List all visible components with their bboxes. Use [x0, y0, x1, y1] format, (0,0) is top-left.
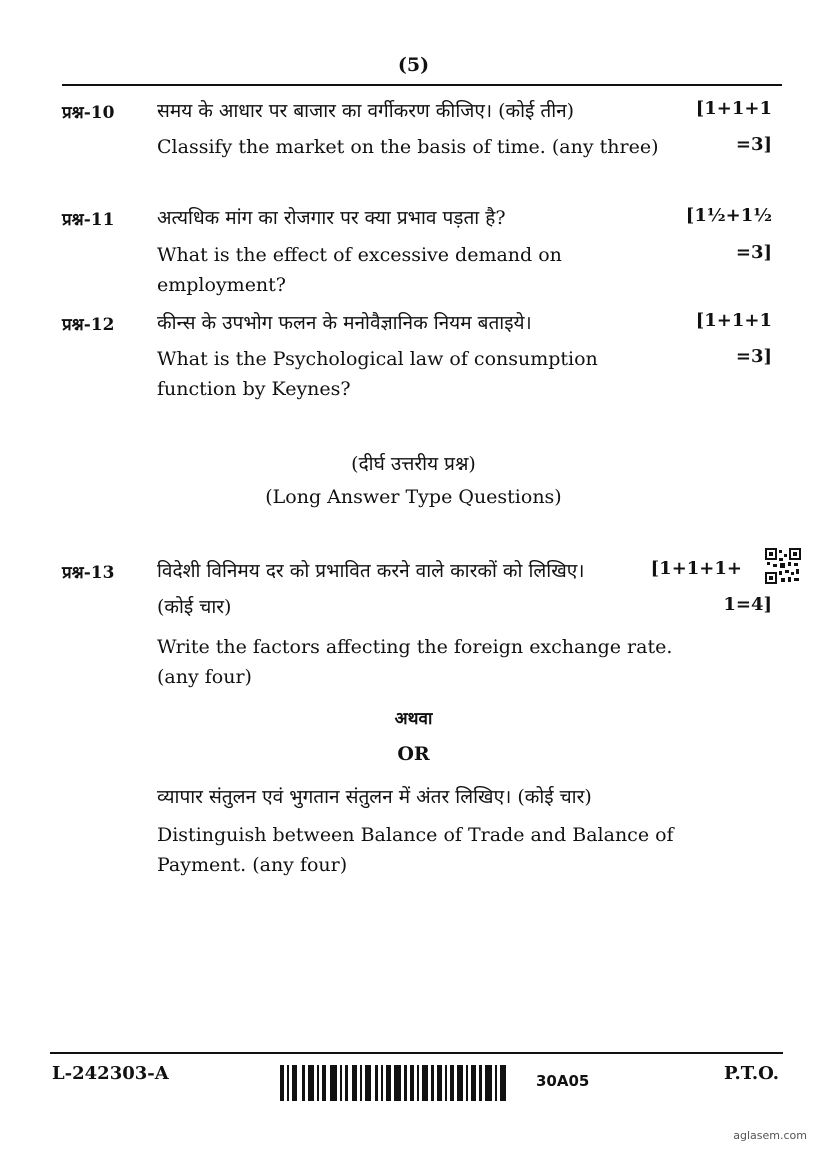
barcode-icon: [280, 1065, 508, 1101]
alternative-question-hindi: व्यापार संतुलन एवं भुगतान संतुलन में अंतर लिखिए। (कोई चार): [157, 786, 592, 808]
question-english: What is the Psychological law of consumption function by Keynes?: [157, 348, 598, 400]
pto-label: P.T.O.: [723, 1063, 779, 1084]
question-hindi: समय के आधार पर बाजार का वर्गीकरण कीजिए। (कोई तीन): [157, 100, 575, 122]
top-rule: [62, 84, 782, 86]
marks-line2: =3]: [735, 346, 772, 367]
alternative-question-english: Distinguish between Balance of Trade and Balance of Payment. (any four): [157, 824, 674, 876]
barcode-number: 30A05: [536, 1072, 590, 1090]
question-english: What is the effect of excessive demand on employment?: [157, 244, 562, 296]
paper-code: L-242303-A: [52, 1063, 169, 1084]
question-number: प्रश्न-11: [62, 210, 115, 230]
bottom-rule: [50, 1052, 783, 1054]
qr-code-icon: [765, 548, 801, 584]
question-hindi-continued: (कोई चार): [157, 596, 232, 618]
question-hindi: अत्यधिक मांग का रोजगार पर क्या प्रभाव पड़ता है?: [157, 207, 506, 229]
marks-line1: [1+1+1: [695, 310, 772, 331]
section-heading-hindi: (दीर्घ उत्तरीय प्रश्न): [351, 453, 476, 475]
marks-line2: 1=4]: [723, 594, 772, 615]
question-number: प्रश्न-13: [62, 563, 115, 583]
marks-line1: [1+1+1: [695, 98, 772, 119]
or-english: OR: [397, 743, 430, 765]
question-hindi: विदेशी विनिमय दर को प्रभावित करने वाले कारकों को लिखिए।: [157, 560, 585, 582]
question-english: Write the factors affecting the foreign exchange rate. (any four): [157, 636, 673, 688]
page-number: (5): [397, 54, 430, 76]
section-heading-english: (Long Answer Type Questions): [265, 486, 562, 508]
question-number: प्रश्न-12: [62, 315, 115, 335]
marks-line1: [1½+1½: [685, 205, 772, 226]
question-hindi: कीन्स के उपभोग फलन के मनोवैज्ञानिक नियम बताइये।: [157, 312, 532, 334]
question-number: प्रश्न-10: [62, 103, 115, 123]
marks-line1: [1+1+1+: [650, 558, 742, 579]
question-english: Classify the market on the basis of time. (any three): [157, 136, 659, 158]
marks-line2: =3]: [735, 242, 772, 263]
watermark: aglasem.com: [733, 1129, 807, 1142]
or-hindi: अथवा: [394, 709, 433, 729]
marks-line2: =3]: [735, 134, 772, 155]
